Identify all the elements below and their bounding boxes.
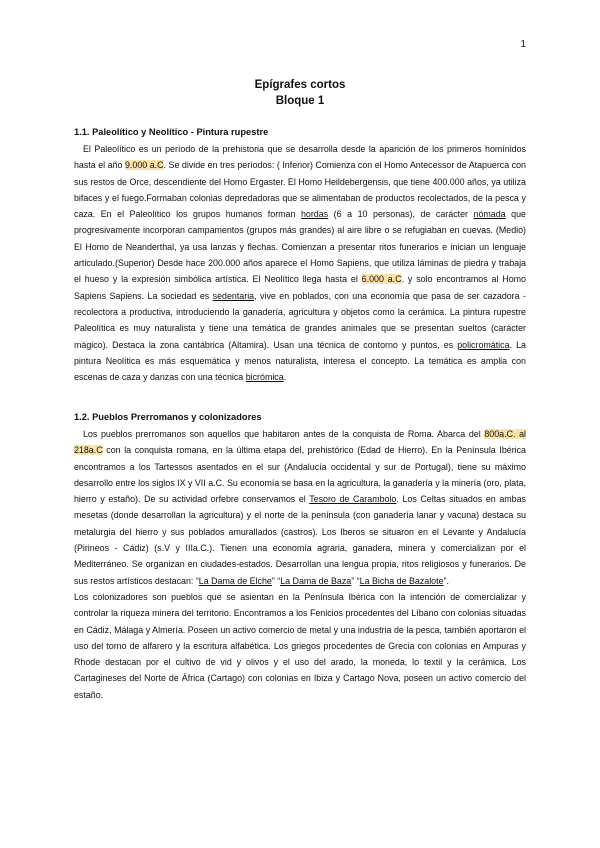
text-run: . y solo encontramos al Homo Sapiens Sapiens. La sociedad es <box>74 274 526 301</box>
section-heading: 1.1. Paleolítico y Neolítico - Pintura rupestre <box>74 127 269 137</box>
page-number: 1 <box>520 39 526 50</box>
document-subtitle: Bloque 1 <box>275 95 325 107</box>
underlined-term: La Bicha de Bazalote <box>359 575 444 586</box>
text-run: ” “ <box>351 575 360 586</box>
text-run: . Se divide en tres períodos: ( Inferior) Comienza con el Homo Antecessor de Atapuerca con sus restos de Orce, descendiente del Homo Ergaster. El Homo Heildebergensis, que tiene 400.000 años, ya utiliza bifaces y el fuego.Formaban colonias depredadoras que se alimentaban de productos recolectados, de la pesca y caza. En el Paleolítico los grupos humanos forman <box>74 160 526 220</box>
text-run: que progresivamente incorporan campamentos (grupos más grandes) al aire libre o se refugiaban en cuevas. (Medio) El Homo de Neanderthal, ya usa lanzas y flechas. Comienzan a presentar ritos funerarios e inician un lenguaje articulado.(Superior) Desde hace 200.000 años aparece el Homo Sapiens, que utiliza láminas de piedra y trabaja el hueso y la expresión simbólica artística. El Neolítico llega hasta el <box>74 209 526 285</box>
text-run: con la conquista romana, en la última etapa del, prehistórico (Edad de Hierro). En la Península Ibérica encontramos a los Tartessos asentados en el sur (Andalucía occidental y sur de Portugal), tiene su máximo desarrollo entre los siglos IX y VII a.C. Su economía se basa en la agricultura, la ganadería y la minería (oro, plata, hierro y estaño). De su actividad orfebre conservamos el <box>74 445 526 505</box>
text-run: . <box>283 372 287 383</box>
underlined-term: hordas <box>300 209 329 220</box>
text-run: (6 a 10 personas), de carácter <box>328 209 474 220</box>
text-run: . Los Celtas situados en ambas mesetas (donde desarrollan la agricultura) y el norte de la península (con ganadería lanar y vacuna) destaca su metalurgia del hierro y sus poblados amurallados (castros). Los Iberos se situaron en el Levante y Andalucía (Pirineos - Cádiz) (s.V y IIIa.C.). Tienen una economía agraria, ganadera, minera y comercializan por el Mediterráneo. Se organizan en ciudades-estados. Desarrollan una lengua propia, ritos religiosos y funerarios. De sus restos artísticos destacan: “ <box>74 494 526 586</box>
section-paragraph <box>74 141 526 385</box>
section-paragraph: Los colonizadores son pueblos que se asientan en la Península Ibérica con la intención de comercializar y controlar la riqueza minera del territorio. Encontramos a los Fenicios procedentes del Líbano con colonias situadas en Cádiz, Málaga y Almería. Poseen un activo comercio de metal y una industria de la pesca, también aportaron el uso del torno de alfarero y la escritura alfabética. Los griegos procedentes de Grecia con colonias en Ampuras y Rhode destacan por el cultivo de vid y olivos y el uso del arado, la moneda, lo textil y la cerámica. Los Cartagineses del Norte de África (Cartago) con colonias en Ibiza y Cartago Nova, poseen un activo comercio del estaño. <box>74 591 526 700</box>
text-run: Los pueblos prerromanos son aquellos que habitaron antes de la conquista de Roma. Abarca del <box>83 429 485 439</box>
section-paragraph <box>74 426 526 589</box>
section-paleolitico-neolitico <box>74 126 526 385</box>
highlighted-date: 800a.C. al 218a.C <box>74 429 526 456</box>
highlighted-date: 6.000 a.C <box>361 274 402 285</box>
underlined-term: nómada <box>473 209 506 220</box>
text-run: El Paleolítico es un período de la prehistoria que se desarrolla desde la aparición de los primeros homínidos hasta el año <box>74 144 526 171</box>
underlined-term: sedentaria <box>212 290 255 301</box>
underlined-term: La Dama de Elche <box>198 575 272 586</box>
text-run: ” “ <box>271 575 281 586</box>
text-run: ”. <box>443 575 449 586</box>
text-run: . La pintura Neolítica es más esquemática y menos naturalista, interesa el concepto. La temática es amplia con escenas de caza y danzas con una técnica <box>74 339 526 383</box>
underlined-term: bicrómica <box>245 372 284 383</box>
section-pueblos-prerromanos <box>74 411 526 703</box>
highlighted-date: 9.000 a.C <box>125 160 164 171</box>
underlined-term: La Dama de Baza <box>280 575 352 586</box>
document-title: Epígrafes cortos <box>254 79 346 91</box>
section-heading: 1.2. Pueblos Prerromanos y colonizadores <box>74 412 262 422</box>
underlined-term: Tesoro de Carambolo <box>309 494 397 505</box>
text-run: , vive en poblados, con una economía que pasa de ser cazadora - recolectora a productiva, introduciendo la ganadería, agricultura y objetos como la cerámica. La pintura rupestre Paleolítica es muy naturalista y tiene una temática de grandes animales que se presentan sueltos (carácter mágico). Destaca la zona cantábrica (Altamira). Usan una técnica de contorno y puntos, es <box>74 290 526 350</box>
underlined-term: policromática <box>457 339 510 350</box>
